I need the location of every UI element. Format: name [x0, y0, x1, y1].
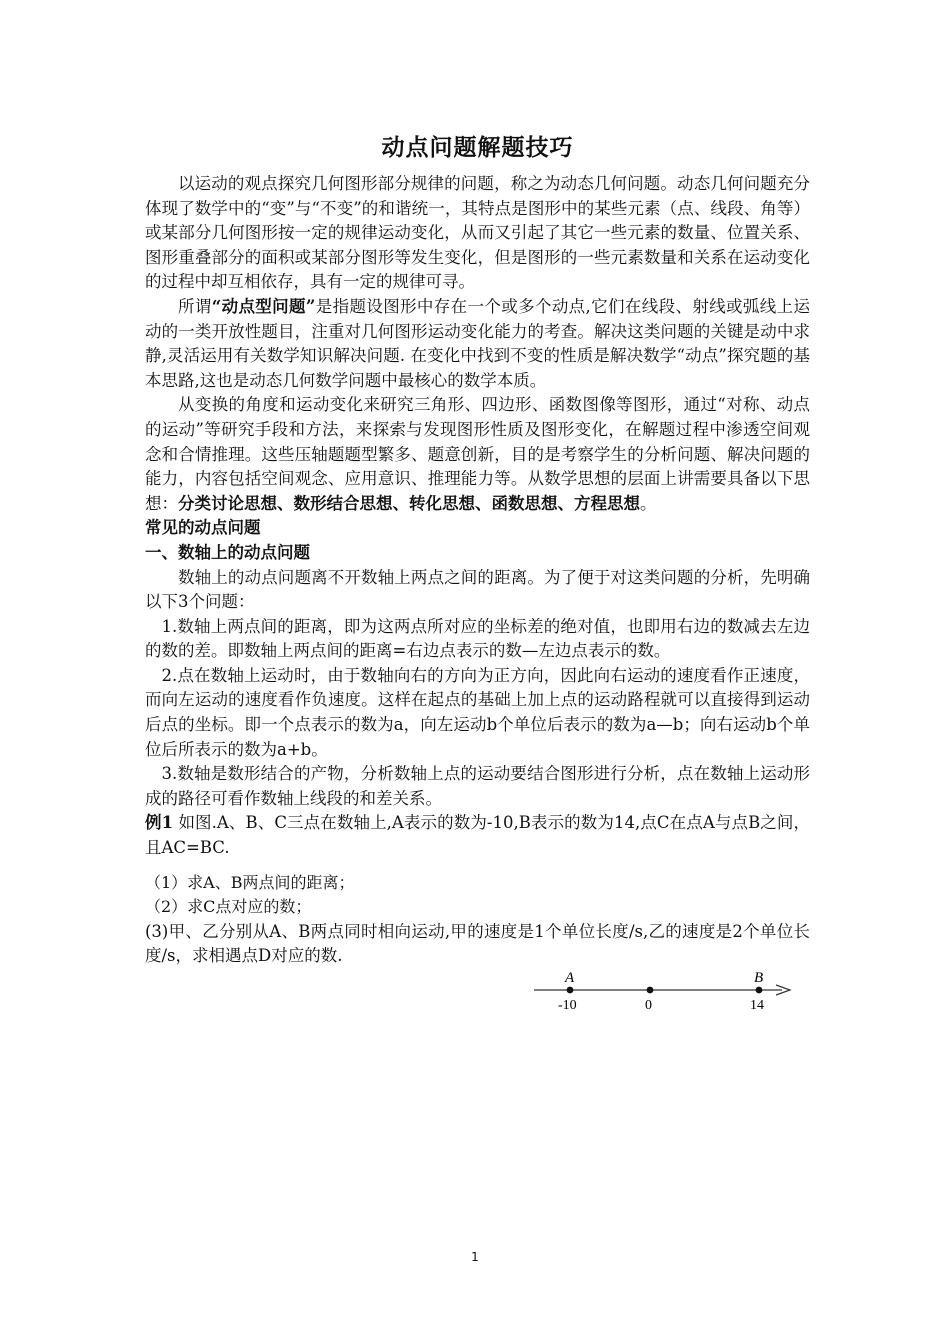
list-item-1: 1.数轴上两点间的距离，即为这两点所对应的坐标差的绝对值，也即用右边的数减去左边的数的差。即数轴上两点间的距离=右边点表示的数—左边点表示的数。	[145, 616, 810, 661]
subsection-heading: 一、数轴上的动点问题	[145, 542, 310, 562]
point-a	[567, 987, 574, 994]
number-line-figure	[532, 968, 794, 1016]
question-1: （1）求A、B两点间的距离；	[145, 872, 355, 892]
label-a: A	[565, 970, 575, 986]
paragraph-numberline-intro: 数轴上的动点问题离不开数轴上两点之间的距离。为了便于对这类问题的分析，先明确以下3个问题：	[145, 567, 810, 612]
label-b: B	[754, 970, 764, 986]
point-origin	[647, 987, 654, 994]
bold-term: “动点型问题”	[211, 296, 316, 316]
paragraph-intro: 以运动的观点探究几何图形部分规律的问题，称之为动态几何问题。动态几何问题充分体现了数学中的“变”与“不变”的和谐统一，其特点是图形中的某些元素（点、线段、角等）或某部分几何图形按一定的规律运动变化，从而又引起了其它一些元素的数量、位置关系、图形重叠部分的面积或某部分图形等发生变化，但是图形的一些元素数量和关系在运动变化的过程中却互相依存，具有一定的规律可寻。	[145, 174, 810, 292]
bold-thoughts: 分类讨论思想、数形结合思想、转化思想、函数思想、方程思想	[178, 493, 640, 513]
section-heading: 常见的动点问题	[145, 518, 261, 538]
tick-label-a: -10	[558, 998, 577, 1013]
page-number: 1	[471, 1250, 479, 1264]
paragraph-definition: 所谓“动点型问题”是指题设图形中存在一个或多个动点,它们在线段、射线或弧线上运动的一类开放性题目，注重对几何图形运动变化能力的考查。解决这类问题的关键是动中求静,灵活运用有关数学知识解决问题. 在变化中找到不变的性质是解决数学“动点”探究题的基本思路,这也是动态几何数学问题中最核心的数学本质。	[145, 296, 811, 390]
paragraph-methods: 从变换的角度和运动变化来研究三角形、四边形、函数图像等图形，通过“对称、动点的运动”等研究手段和方法，来探索与发现图形性质及图形变化，在解题过程中渗透空间观念和合情推理。这些压轴题题型繁多、题意创新，目的是考察学生的分析问题、解决问题的能力，内容包括空间观念、应用意识、推理能力等。从数学思想的层面上讲需要具备以下思想：分类讨论思想、数形结合思想、转化思想、函数思想、方程思想。	[145, 395, 810, 513]
list-item-3: 3.数轴是数形结合的产物，分析数轴上点的运动要结合图形进行分析，点在数轴上运动形成的路径可看作数轴上线段的和差关系。	[145, 764, 810, 808]
content	[145, 132, 810, 969]
tick-label-origin: 0	[645, 998, 652, 1013]
list-item-2: 2.点在数轴上运动时，由于数轴向右的方向为正方向，因此向右运动的速度看作正速度，而向左运动的速度看作负速度。这样在起点的基础上加上点的运动路程就可以直接得到运动后点的坐标。即一个点表示的数为a，向左运动b个单位后表示的数为a—b；向右运动b个单位后所表示的数为a+b。	[145, 665, 810, 759]
tick-label-b: 14	[750, 998, 764, 1013]
question-2: （2）求C点对应的数；	[145, 897, 312, 917]
example-label: 例1	[145, 813, 174, 833]
page-title: 动点问题解题技巧	[381, 134, 574, 161]
question-3: (3)甲、乙分别从A、B两点同时相向运动,甲的速度是1个单位长度/s,乙的速度是2个单位长度/s，求相遇点D对应的数.	[145, 921, 810, 966]
example-1: 例1 如图.A、B、C三点在数轴上,A表示的数为-10,B表示的数为14,点C在点A与点B之间，且AC=BC.	[145, 813, 810, 858]
point-b	[756, 987, 763, 994]
